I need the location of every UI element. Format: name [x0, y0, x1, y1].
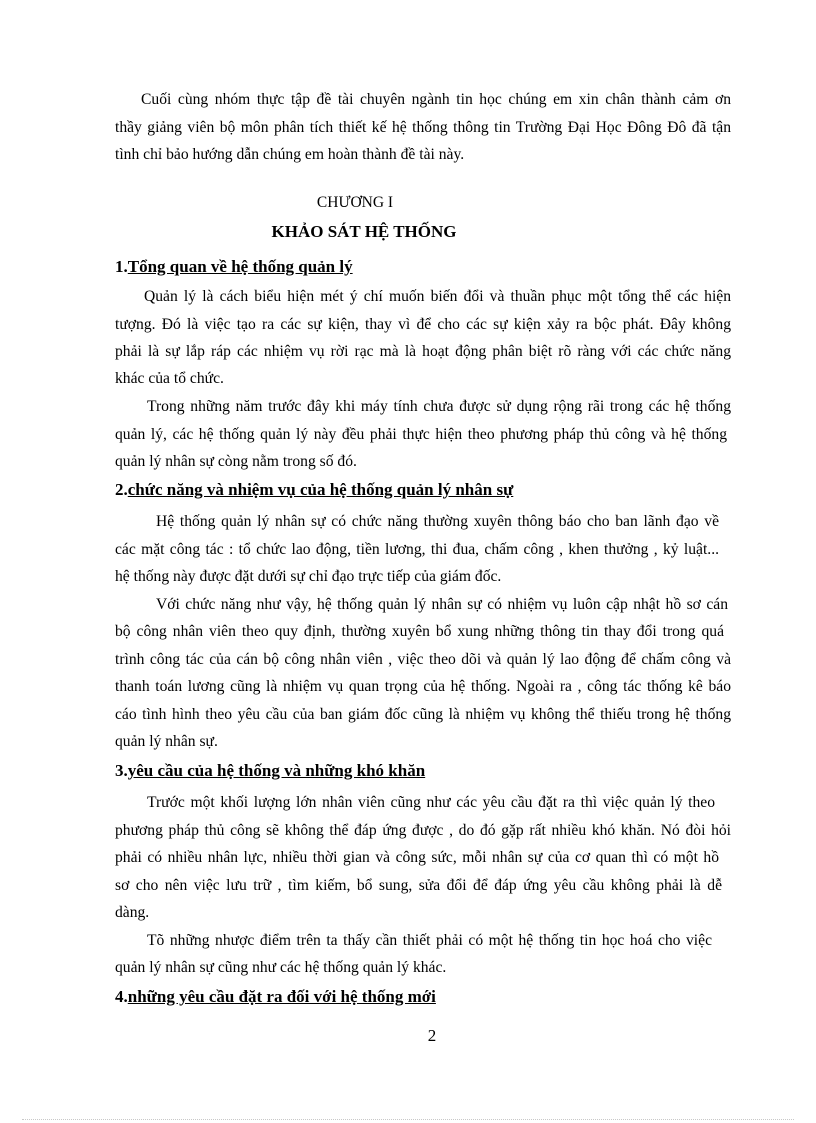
body-line: phải là sự lắp ráp các nhiệm vụ rời rạc mà là hoạt động phân biệt rõ ràng với các chức năng	[115, 343, 731, 360]
body-line: sơ cho nên việc lưu trữ , tìm kiếm, bổ sung, sửa đổi để đáp ứng yêu cầu không phải là dễ	[115, 877, 722, 894]
body-line: Tõ những nhược điểm trên ta thấy cần thiết phải có một hệ thống tin học hoá cho việc	[147, 932, 712, 949]
section-title: chức năng và nhiệm vụ của hệ thống quản lý nhân sự	[127, 480, 514, 499]
body-line: dàng.	[115, 904, 150, 921]
section-number: 3.	[115, 761, 128, 780]
body-line: quản lý nhân sự còng nằm trong số đó.	[115, 453, 357, 470]
body-line: Quản lý là cách biểu hiện mét ý chí muốn biến đổi và thuần phục một tổng thể các hiện	[144, 288, 731, 305]
section-heading-2	[115, 480, 513, 500]
section-number: 1.	[115, 257, 128, 276]
body-line: Hệ thống quản lý nhân sự có chức năng thường xuyên thông báo cho ban lãnh đạo về	[156, 513, 719, 530]
section-title: yêu cầu của hệ thống và những khó khăn	[127, 761, 426, 780]
section-title: những yêu cầu đặt ra đối với hệ thống mới	[127, 987, 436, 1006]
chapter-label: CHƯƠNG I	[316, 194, 394, 211]
intro-line: tình chỉ bảo hướng dẫn chúng em hoàn thành đề tài này.	[115, 146, 465, 163]
body-line: hệ thống này được đặt dưới sự chỉ đạo trực tiếp của giám đốc.	[115, 568, 502, 585]
section-number: 4.	[115, 987, 128, 1006]
intro-line: Cuối cùng nhóm thực tập đề tài chuyên ngành tin học chúng em xin chân thành cảm ơn	[141, 91, 731, 108]
body-line: quản lý nhân sự cũng như các hệ thống quản lý khác.	[115, 959, 447, 976]
body-line: phải có nhiều nhân lực, nhiều thời gian và công sức, mỗi nhân sự của cơ quan thì có một hồ	[115, 849, 719, 866]
section-heading-4	[115, 987, 436, 1007]
intro-line: thầy giảng viên bộ môn phân tích thiết kế hệ thống thông tin Trường Đại Học Đông Đô đã tận	[115, 119, 731, 136]
body-line: bộ công nhân viên theo quy định, thường xuyên bổ xung những thông tin thay đổi trong quá	[115, 623, 724, 640]
body-line: khác của tổ chức.	[115, 370, 224, 387]
body-line: trình công tác của cán bộ công nhân viên , việc theo dõi và quản lý lao động để chấm công và	[115, 651, 731, 668]
chapter-title: KHẢO SÁT HỆ THỐNG	[271, 222, 457, 241]
body-line: quản lý, các hệ thống quản lý này đều phải thực hiện theo phương pháp thủ công và hệ thống	[115, 426, 727, 443]
body-line: cáo tình hình theo yêu cầu của ban giám đốc cũng là nhiệm vụ không thể thiếu trong hệ thống	[115, 706, 731, 723]
page-number: 2	[427, 1026, 437, 1045]
body-line: các mặt công tác : tổ chức lao động, tiền lương, thi đua, chấm công , khen thưởng , kỷ luật...	[115, 541, 719, 558]
body-line: Trước một khối lượng lớn nhân viên cũng như các yêu cầu đặt ra thì việc quản lý theo	[147, 794, 715, 811]
body-line: quản lý nhân sự.	[115, 733, 218, 750]
body-line: tượng. Đó là việc tạo ra các sự kiện, thay vì để cho các sự kiện xảy ra bộc phát. Đây không	[115, 316, 731, 333]
section-heading-1	[115, 257, 353, 277]
section-number: 2.	[115, 480, 128, 499]
body-line: Trong những năm trước đây khi máy tính chưa được sử dụng rộng rãi trong các hệ thống	[147, 398, 731, 415]
body-line: phương pháp thủ công sẽ không thể đáp ứng được , do đó gặp rất nhiều khó khăn. Nó đòi hỏi	[115, 822, 731, 839]
section-heading-3	[115, 761, 425, 781]
section-title: Tổng quan về hệ thống quản lý	[127, 257, 353, 276]
body-line: thanh toán lương cũng là nhiệm vụ quan trọng của hệ thống. Ngoài ra , công tác thống kê báo	[115, 678, 731, 695]
body-line: Với chức năng như vậy, hệ thống quản lý nhân sự có nhiệm vụ luôn cập nhật hồ sơ cán	[156, 596, 728, 613]
page-bottom-divider	[22, 1119, 794, 1120]
